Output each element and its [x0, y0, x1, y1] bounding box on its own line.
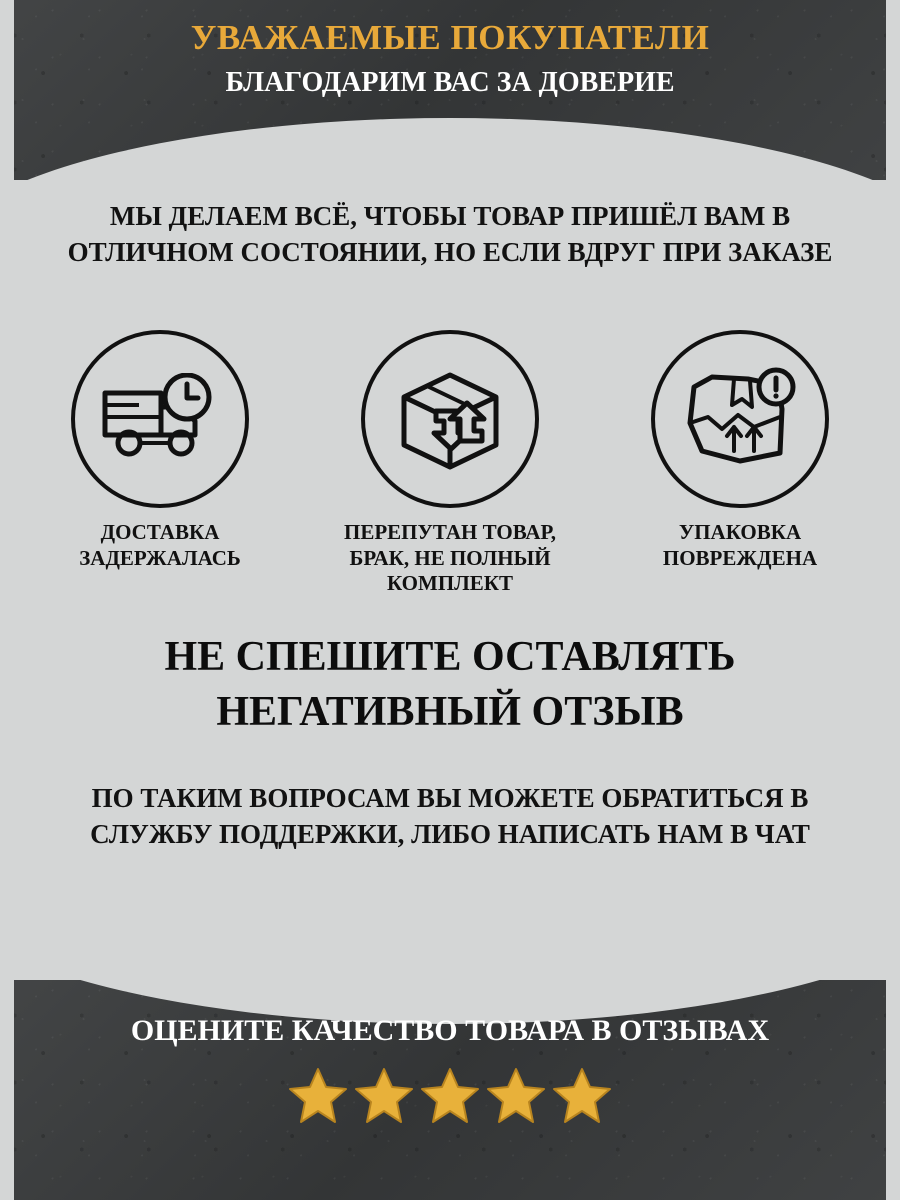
delivery-truck-clock-icon [71, 330, 249, 508]
rating-stars [0, 1066, 900, 1124]
star-icon [354, 1066, 414, 1124]
footer-title: ОЦЕНИТЕ КАЧЕСТВО ТОВАРА В ОТЗЫВАХ [130, 1014, 770, 1047]
damaged-package-icon [651, 330, 829, 508]
star-icon [420, 1066, 480, 1124]
star-icon [288, 1066, 348, 1124]
header [0, 18, 900, 100]
issue-caption: УПАКОВКА ПОВРЕЖДЕНА [662, 520, 818, 570]
issue-item-delivery-delayed [30, 330, 290, 571]
issues-row [30, 330, 870, 597]
footer [0, 980, 900, 1200]
headline-text: НЕ СПЕШИТЕ ОСТАВЛЯТЬ НЕГАТИВНЫЙ ОТЗЫВ [164, 634, 736, 735]
support-text: ПО ТАКИМ ВОПРОСАМ ВЫ МОЖЕТЕ ОБРАТИТЬСЯ В СЛУЖБУ ПОДДЕРЖКИ, ЛИБО НАПИСАТЬ НАМ В ЧАТ [90, 783, 810, 850]
star-icon [552, 1066, 612, 1124]
header-title: УВАЖАЕМЫЕ ПОКУПАТЕЛИ [190, 18, 710, 57]
header-subtitle: БЛАГОДАРИМ ВАС ЗА ДОВЕРИЕ [225, 67, 675, 99]
issue-caption: ДОСТАВКА ЗАДЕРЖАЛАСЬ [79, 520, 241, 570]
box-return-arrow-icon [361, 330, 539, 508]
issue-caption: ПЕРЕПУТАН ТОВАР, БРАК, НЕ ПОЛНЫЙ КОМПЛЕКТ [344, 520, 556, 596]
issue-item-damaged-package [610, 330, 870, 571]
star-icon [486, 1066, 546, 1124]
issue-item-wrong-item [320, 330, 580, 597]
intro-text: МЫ ДЕЛАЕМ ВСЁ, ЧТОБЫ ТОВАР ПРИШЁЛ ВАМ В ОТЛИЧНОМ СОСТОЯНИИ, НО ЕСЛИ ВДРУГ ПРИ ЗАКАЗЕ [67, 201, 833, 268]
